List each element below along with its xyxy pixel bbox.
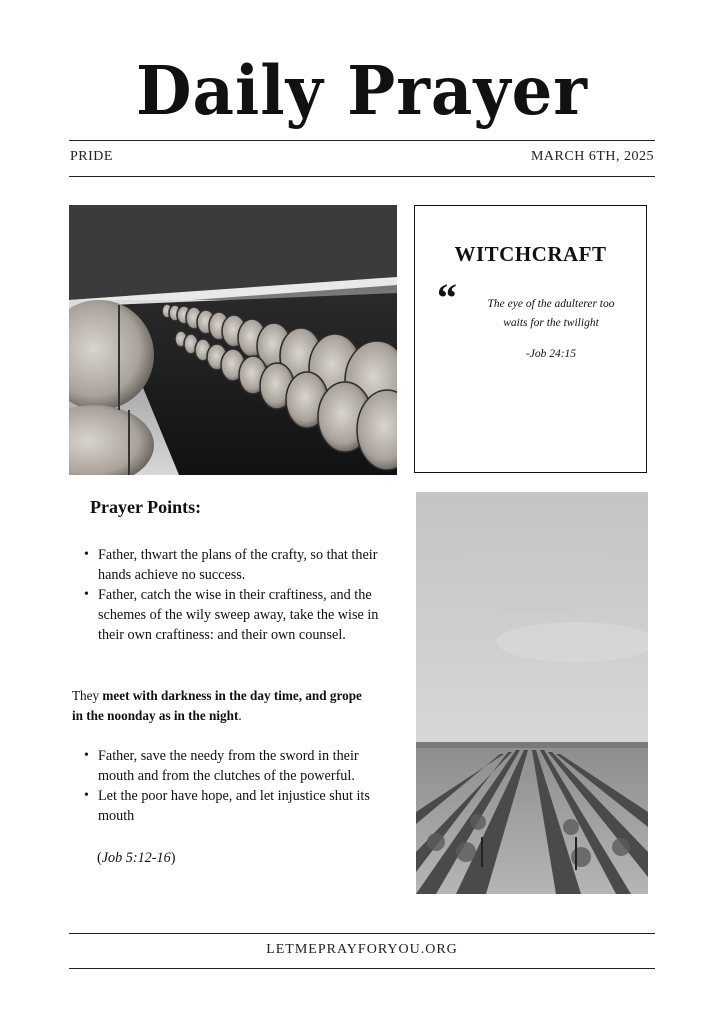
vineyard-image xyxy=(416,492,648,894)
citation-open: ( xyxy=(97,850,102,866)
header-top-rule xyxy=(69,140,655,141)
list-item: • Let the poor have hope, and let injustice shut its mouth xyxy=(84,786,374,826)
quote-text: The eye of the adulterer too waits for the twilight xyxy=(487,298,615,329)
citation-close: ) xyxy=(170,850,176,866)
citation xyxy=(97,848,175,868)
prayer-points-list-a xyxy=(84,545,384,645)
scripture-note xyxy=(72,686,372,726)
prayer-points-list-b xyxy=(84,746,374,826)
quote-reference: -Job 24:15 xyxy=(525,348,577,360)
quote-card-heading: WITCHCRAFT xyxy=(454,242,607,266)
topic-label: PRIDE xyxy=(70,149,113,164)
quote-mark-icon: “ xyxy=(437,275,457,320)
prayer-points-heading: Prayer Points: xyxy=(90,497,202,517)
footer-bottom-rule xyxy=(69,968,655,969)
header-bottom-rule xyxy=(69,176,655,177)
list-item: • Father, thwart the plans of the crafty, so that their hands achieve no success. xyxy=(84,545,384,585)
footer-site-link[interactable]: LETMEPRAYFORYOU.ORG xyxy=(266,942,458,957)
footer-top-rule xyxy=(69,933,655,934)
quote-card xyxy=(414,205,647,473)
list-item: • Father, catch the wise in their craftiness, and the schemes of the wily sweep away, take the wise in their own craftiness: and their own counsel. xyxy=(84,585,384,645)
note-bold: meet with darkness in the day time, and grope in the noonday as in the night xyxy=(72,688,362,723)
note-prefix: They xyxy=(72,688,103,703)
list-item: • Father, save the needy from the sword in their mouth and from the clutches of the powerful. xyxy=(84,746,374,786)
wine-barrels-image xyxy=(69,205,397,475)
citation-text: Job 5:12-16 xyxy=(101,850,171,866)
note-suffix: . xyxy=(238,708,242,723)
date-label: MARCH 6TH, 2025 xyxy=(530,149,654,164)
page-title: Daily Prayer xyxy=(136,52,588,131)
